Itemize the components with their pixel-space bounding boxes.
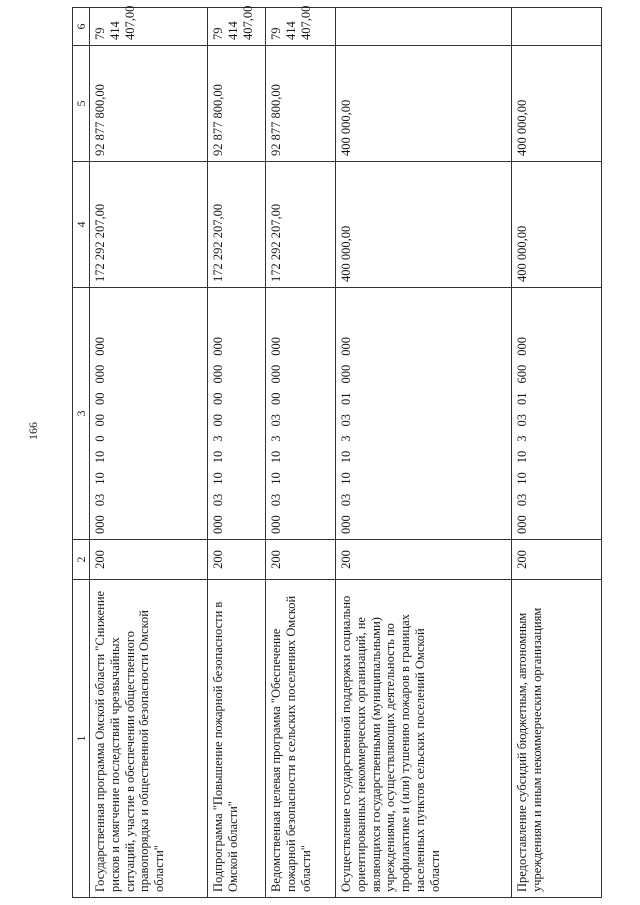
row-budget-code: 00003101030301000000	[336, 288, 512, 540]
column-header-2: 2	[73, 540, 90, 580]
table-row	[266, 8, 336, 898]
budget-table	[72, 7, 602, 898]
row-value-4: 172 292 207,00	[208, 162, 266, 288]
column-header-4: 4	[73, 162, 90, 288]
row-budget-code: 00003101000000000000	[90, 288, 208, 540]
row-value-4: 400 000,00	[336, 162, 512, 288]
header-row	[73, 8, 90, 898]
table-row	[336, 8, 512, 898]
row-value-6	[336, 8, 512, 46]
row-value-5: 92 877 800,00	[90, 46, 208, 162]
row-value-5: 400 000,00	[336, 46, 512, 162]
row-group-code: 200	[336, 540, 512, 580]
column-header-3: 3	[73, 288, 90, 540]
row-value-4: 172 292 207,00	[266, 162, 336, 288]
row-budget-code: 00003101030000000000	[208, 288, 266, 540]
row-value-4: 172 292 207,00	[90, 162, 208, 288]
row-group-code: 200	[90, 540, 208, 580]
row-value-6: 79 414 407,00	[208, 8, 266, 46]
table-row	[90, 8, 208, 898]
row-group-code: 200	[266, 540, 336, 580]
row-group-code: 200	[512, 540, 602, 580]
row-budget-code: 00003101030301600000	[512, 288, 602, 540]
row-value-6: 79 414 407,00	[266, 8, 336, 46]
row-name: Предоставление субсидий бюджетным, автономным учреждениям и иным некоммерческим организациям	[512, 580, 602, 898]
row-value-5: 400 000,00	[512, 46, 602, 162]
rotated-table-wrapper	[72, 5, 602, 898]
column-header-6: 6	[73, 8, 90, 46]
row-name: Осуществление государственной поддержки социально ориентированных некоммерческих организаций, не являющихся государственными (муниципальными) учреждениями, осуществляющих деятельность по профилактике и (или) тушению пожаров в границах населенных пунктов сельских поселений Омской области	[336, 580, 512, 898]
row-name: Ведомственная целевая программа "Обеспечение пожарной безопасности в сельских поселениях Омской области"	[266, 580, 336, 898]
row-group-code: 200	[208, 540, 266, 580]
table-row	[512, 8, 602, 898]
table-row	[208, 8, 266, 898]
row-budget-code: 00003101030300000000	[266, 288, 336, 540]
row-value-5: 92 877 800,00	[208, 46, 266, 162]
row-value-4: 400 000,00	[512, 162, 602, 288]
row-value-6	[512, 8, 602, 46]
column-header-5: 5	[73, 46, 90, 162]
row-name: Государственная программа Омской области "Снижение рисков и смягчение последствий чрезвычайных ситуаций, участие в обеспечении общественного правопорядка и общественной безопасности Омской области"	[90, 580, 208, 898]
page-number: 166	[26, 422, 40, 440]
row-value-6: 79 414 407,00	[90, 8, 208, 46]
column-header-1: 1	[73, 580, 90, 898]
row-name: Подпрограмма "Повышение пожарной безопасности в Омской области"	[208, 580, 266, 898]
row-value-5: 92 877 800,00	[266, 46, 336, 162]
